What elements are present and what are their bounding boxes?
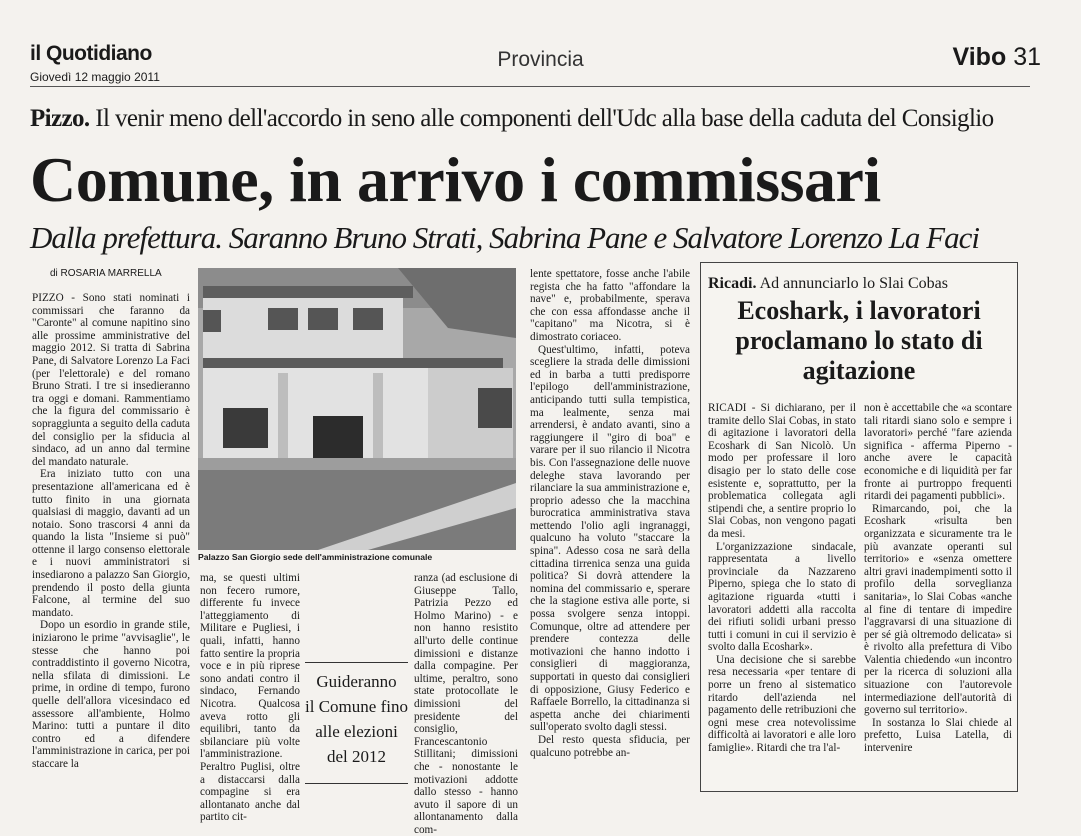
section-title: Provincia xyxy=(497,48,584,71)
col1-paragraph: Era iniziato tutto con una presentazione all'americana ed è tutto finito in una giornata qualsiasi di maggio, davanti ad un notaio. Sono trascorsi 4 anni da quando la lista "Insieme si può" ottenne il largo consenso elettorale e i nuovi amministratori si insediarono a palazzo San Giorgio, prendendo il posto della giunta Falcone, al termine del suo mandato. xyxy=(32,468,190,619)
page-label: Vibo xyxy=(952,43,1007,71)
article-kicker xyxy=(30,104,1030,134)
pull-quote-line: alle elezioni xyxy=(315,722,398,741)
sidebar-col1-paragraph: L'organizzazione sindacale, rappresentata a livello provinciale da Nazzareno Piperno, spiega che lo stato di agitazione riguarda «tutti i lavoratori addetti alla raccolta dei rifiuti solidi urbani presso tutti i comuni in cui il servizio è svolto dalla Ecoshark». xyxy=(708,540,856,654)
building-photo-illustration xyxy=(198,268,516,550)
article-byline: di ROSARIA MARRELLA xyxy=(50,268,162,279)
article-column-2 xyxy=(200,572,300,824)
col1-paragraph: PIZZO - Sono stati nominati i commissari che faranno da "Caronte" al comune napitino sino alle prossime amministrative del maggio 2012. Si tratta di Sabrina Pane, di Salvatore Lorenzo La Faci (per l'elettorale) e del romano Bruno Strati. I tre si insedieranno tra oggi e domani. Rammentiamo che la figura del commissario è sopraggiunta a seguito della caduta del consiglio per la sfiducia al sindaco, ad un anno dal termine del mandato naturale. xyxy=(32,292,190,468)
article-subheadline: Dalla prefettura. Saranno Bruno Strati, Sabrina Pane e Salvatore Lorenzo La Faci xyxy=(30,220,979,255)
kicker-text: Il venir meno dell'accordo in seno alle componenti dell'Udc alla base della caduta del Consiglio xyxy=(95,105,994,132)
sidebar-kicker-place: Ricadi. xyxy=(708,275,757,292)
article-column-3 xyxy=(414,572,518,836)
page-number xyxy=(953,43,1041,72)
article-photo xyxy=(198,268,516,550)
col4-paragraph: lente spettatore, fosse anche l'abile regista che ha fatto "affondare la nave" e, probabilmente, sperava che con essa affondasse anche il "capitano" ma Nicotra, si è dimostrato coriaceo. xyxy=(530,268,690,343)
sidebar-headline: Ecoshark, i lavoratori proclamano lo stato di agitazione xyxy=(735,296,983,385)
kicker-place: Pizzo. xyxy=(30,105,90,132)
sidebar-column-1 xyxy=(708,402,856,788)
sidebar-kicker-text: Ad annunciarlo lo Slai Cobas xyxy=(759,275,948,292)
sidebar-col2-paragraph: In sostanza lo Slai chiede al prefetto, Luisa Latella, di intervenire xyxy=(864,716,1012,755)
col1-paragraph: Dopo un esordio in grande stile, iniziarono le prime "avvisaglie", le stesse che hanno poi contraddistinto il governo Nicotra, nella sfilata di dimissioni. Le prime, in ordine di tempo, furono quelle dell'allora vicesindaco ed assessore all'ambiente, Holmo Marino: tutti a puntare il dito contro ed a difendere l'amministrazione in carica, per poi staccare la xyxy=(32,619,190,770)
masthead-date: Giovedì 12 maggio 2011 xyxy=(30,70,160,84)
article-headline: Comune, in arrivo i commissari xyxy=(30,144,881,215)
sidebar-col1-paragraph: RICADI - Si dichiarano, per il tramite dello Slai Cobas, in stato di agitazione i lavoratori della Ecoshark di San Nicolò. Un modo per professare il loro disagio per lo stato delle cose esistente e, soprattutto, per la problematica collegata agli stipendi che, a sentire proprio lo Slai Cobas, non vengono pagati da mesi. xyxy=(708,402,856,540)
col2-paragraph: ma, se questi ultimi non fecero rumore, differente fu invece l'atteggiamento di Militare e Pugliesi, i quali, infatti, hanno fatto sentire la propria voce e in più riprese sono andati contro il sindaco, Fernando Nicotra. Qualcosa aveva rotto gli equilibri, tanto da sbilanciare più volte l'amministrazione. Peraltro Puglisi, oltre a distaccarsi dalla compagine si era allontanato anche dal partito cit- xyxy=(200,572,300,824)
col4-paragraph: Quest'ultimo, infatti, poteva scegliere la strada delle dimissioni ed in barba a tutti predisporre l'epilogo dell'amministrazione, anticipando tutti sulla tempistica, ma lealmente, senza mai arrendersi, è andato avanti, sino a raggiungere il "giro di boa" e varare per il suo rilancio il Nicotra bis. Con l'assegnazione delle nuove deleghe stava lavorando per rilanciare la sua amministrazione e, proprio adesso che la macchina burocratica amministrativa stava mettendo l'olio agli ingranaggi, qualcuno ha voluto "staccare la spina". Adesso cosa ne sarà della cittadina tirrenica senza una guida politica? Si dovrà attendere la nomina del commissario e, sperare che la stagione estiva alle porte, si possa svolgere senza intoppi. Comunque, oltre ad attendere per prendere contezza delle motivazioni che hanno indotto i consiglieri di maggioranza, supportati in questo dai consiglieri di opposizione, Giusy Federico e Raffaele Borrello, la cittadinanza si aspetta anche dei chiarimenti sull'operato svolto dagli stessi. xyxy=(530,343,690,734)
sidebar-col2-paragraph: Rimarcando, poi, che la Ecoshark «risulta ben organizzata e sicuramente tra le più avanzate operanti sul territorio» e «senza omettere altri gravi inadempimenti sotto il profilo della sorveglianza sanitaria», lo Slai Cobas «anche al fine di tentare di impedire l'aggravarsi di una situazione di per sé già oltremodo delicata» si è rivolto alla prefettura di Vibo Valentia chiedendo «un incontro per la ricerca di soluzioni alla situazione con l'autorevole intermediazione dell'autorità di governo sul territorio». xyxy=(864,502,1012,717)
pull-quote-line: del 2012 xyxy=(326,747,387,766)
sidebar-col1-paragraph: Una decisione che si sarebbe resa necessaria «per tentare di porre un freno al sistematico ritardo dell'azienda nel pagamento delle retribuzioni che ogni mese crea notevolissime difficoltà ai lavoratori e alle loro famiglie». Ritardi che tra l'al- xyxy=(708,653,856,755)
pull-quote-line: il Comune fino xyxy=(305,697,408,716)
page-digits: 31 xyxy=(1013,43,1041,71)
col4-paragraph: Del resto questa sfiducia, per qualcuno potrebbe an- xyxy=(530,733,690,759)
sidebar-col2-paragraph: non è accettabile che «a scontare tali ritardi siano solo e sempre i lavoratori» perché "fare azienda significa - afferma Piperno - anche avere le capacità economiche e di liquidità per far fronte ai purtroppo frequenti ritardi dei pagamenti pubblici». xyxy=(864,402,1012,503)
sidebar-column-2 xyxy=(864,402,1012,788)
sidebar-kicker xyxy=(708,274,948,294)
article-column-4 xyxy=(530,268,690,794)
article-column-1 xyxy=(32,292,190,792)
pull-quote-line: Guideranno xyxy=(316,672,397,691)
photo-caption: Palazzo San Giorgio sede dell'amministrazione comunale xyxy=(198,552,433,562)
col3-paragraph: ranza (ad esclusione di Giuseppe Tallo, Patrizia Pezzo ed Holmo Marino) - e non hanno resistito all'urto delle continue dimissioni e distanze dalla compagine. Per ultime, peraltro, sono state protocollate le dimissioni del presidente del consiglio, Francescantonio Stillitani; dimissioni che - nonostante le motivazioni addotte dallo stesso - hanno avuto il sapore di un allontanamento dalla com- xyxy=(414,572,518,836)
masthead-logo: il Quotidiano xyxy=(30,42,152,65)
pull-quote xyxy=(305,662,408,784)
header-rule xyxy=(30,86,1030,87)
